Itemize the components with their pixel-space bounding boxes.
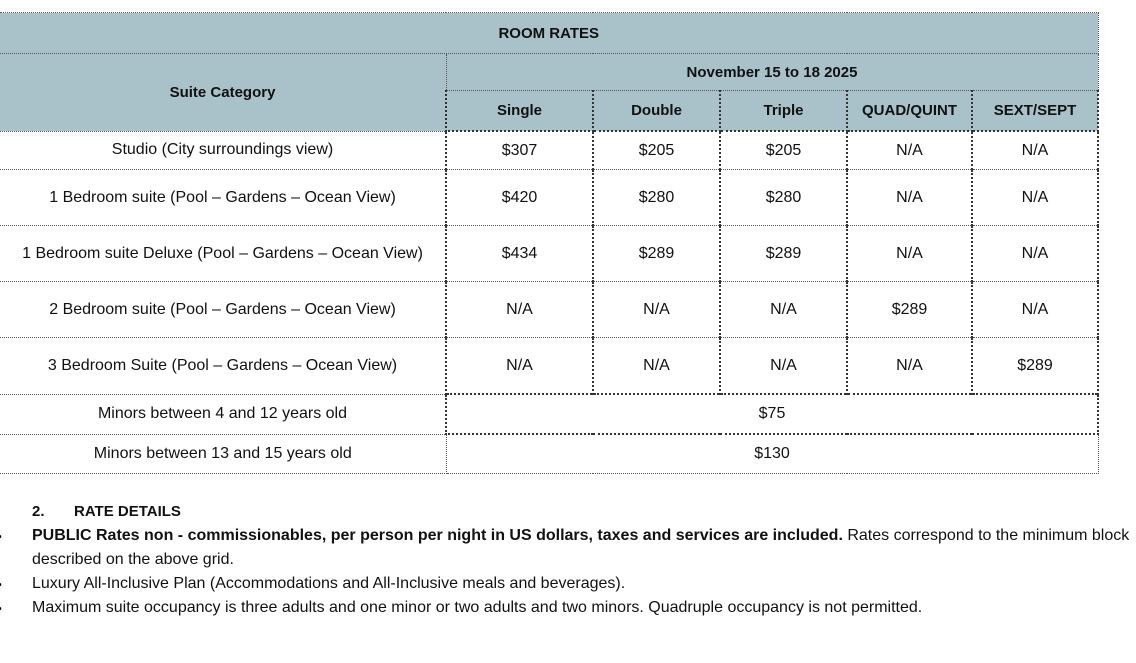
- rate-cell: $205: [720, 131, 847, 170]
- bullet-icon: [0, 572, 2, 596]
- rate-cell: N/A: [847, 338, 972, 395]
- period-header: November 15 to 18 2025: [446, 54, 1098, 91]
- rate-cell: N/A: [446, 338, 593, 395]
- rate-cell: $307: [446, 131, 593, 170]
- row-category: 1 Bedroom suite Deluxe (Pool – Gardens – Ocean View): [0, 226, 446, 282]
- table-title: ROOM RATES: [0, 13, 1098, 54]
- section-number: 2.: [32, 503, 45, 520]
- rate-cell: $205: [593, 131, 720, 170]
- rate-cell: N/A: [972, 170, 1098, 226]
- row-category: Studio (City surroundings view): [0, 131, 446, 170]
- bullet-icon: [0, 524, 2, 548]
- rate-cell: $420: [446, 170, 593, 226]
- list-item: [0, 524, 1136, 572]
- column-header-triple: Triple: [720, 91, 847, 132]
- column-header-double: Double: [593, 91, 720, 132]
- table-row: [0, 226, 1098, 282]
- rate-cell: N/A: [720, 338, 847, 395]
- minors-row: [0, 394, 1098, 434]
- rate-cell: N/A: [972, 226, 1098, 282]
- item-bold-text: PUBLIC Rates non - commissionables, per person per night in US dollars, taxes and services are included.: [32, 527, 843, 544]
- rate-cell: N/A: [972, 282, 1098, 338]
- minors-label: Minors between 13 and 15 years old: [0, 434, 446, 474]
- suite-category-header: Suite Category: [0, 54, 446, 132]
- minors-rate: $75: [446, 394, 1098, 434]
- item-text: Luxury All-Inclusive Plan (Accommodations and All-Inclusive meals and beverages).: [32, 575, 626, 592]
- table-row: [0, 131, 1098, 170]
- rate-cell: N/A: [593, 282, 720, 338]
- minors-rate: $130: [446, 434, 1098, 474]
- rate-cell: $289: [847, 282, 972, 338]
- row-category: 3 Bedroom Suite (Pool – Gardens – Ocean View): [0, 338, 446, 395]
- rate-cell: N/A: [593, 338, 720, 395]
- minors-row: [0, 434, 1098, 474]
- table-row: [0, 170, 1098, 226]
- section-title: RATE DETAILS: [74, 503, 181, 520]
- list-item: [0, 596, 1136, 620]
- rate-cell: $434: [446, 226, 593, 282]
- rate-cell: $289: [720, 226, 847, 282]
- item-text: Maximum suite occupancy is three adults and one minor or two adults and two minors. Quadruple occupancy is not permitted.: [32, 599, 923, 616]
- room-rates-table: [0, 12, 1099, 474]
- item-text: Rates correspond to the minimum block described on the above grid.: [32, 527, 1130, 568]
- list-item: [0, 572, 1136, 596]
- table-row: [0, 338, 1098, 395]
- rate-details-section: [0, 500, 1136, 620]
- minors-label: Minors between 4 and 12 years old: [0, 394, 446, 434]
- rate-cell: N/A: [720, 282, 847, 338]
- rate-cell: N/A: [446, 282, 593, 338]
- row-category: 1 Bedroom suite (Pool – Gardens – Ocean View): [0, 170, 446, 226]
- section-heading: [32, 500, 1136, 524]
- rate-cell: $280: [720, 170, 847, 226]
- rate-cell: N/A: [847, 131, 972, 170]
- rate-cell: $289: [593, 226, 720, 282]
- details-list: [0, 524, 1136, 620]
- rate-cell: N/A: [972, 131, 1098, 170]
- column-header-single: Single: [446, 91, 593, 132]
- column-header-quad-quint: QUAD/QUINT: [847, 91, 972, 132]
- row-category: 2 Bedroom suite (Pool – Gardens – Ocean View): [0, 282, 446, 338]
- table-row: [0, 282, 1098, 338]
- bullet-icon: [0, 596, 2, 620]
- rate-cell: N/A: [847, 226, 972, 282]
- rate-cell: $280: [593, 170, 720, 226]
- column-header-sext-sept: SEXT/SEPT: [972, 91, 1098, 132]
- rate-cell: $289: [972, 338, 1098, 395]
- rate-cell: N/A: [847, 170, 972, 226]
